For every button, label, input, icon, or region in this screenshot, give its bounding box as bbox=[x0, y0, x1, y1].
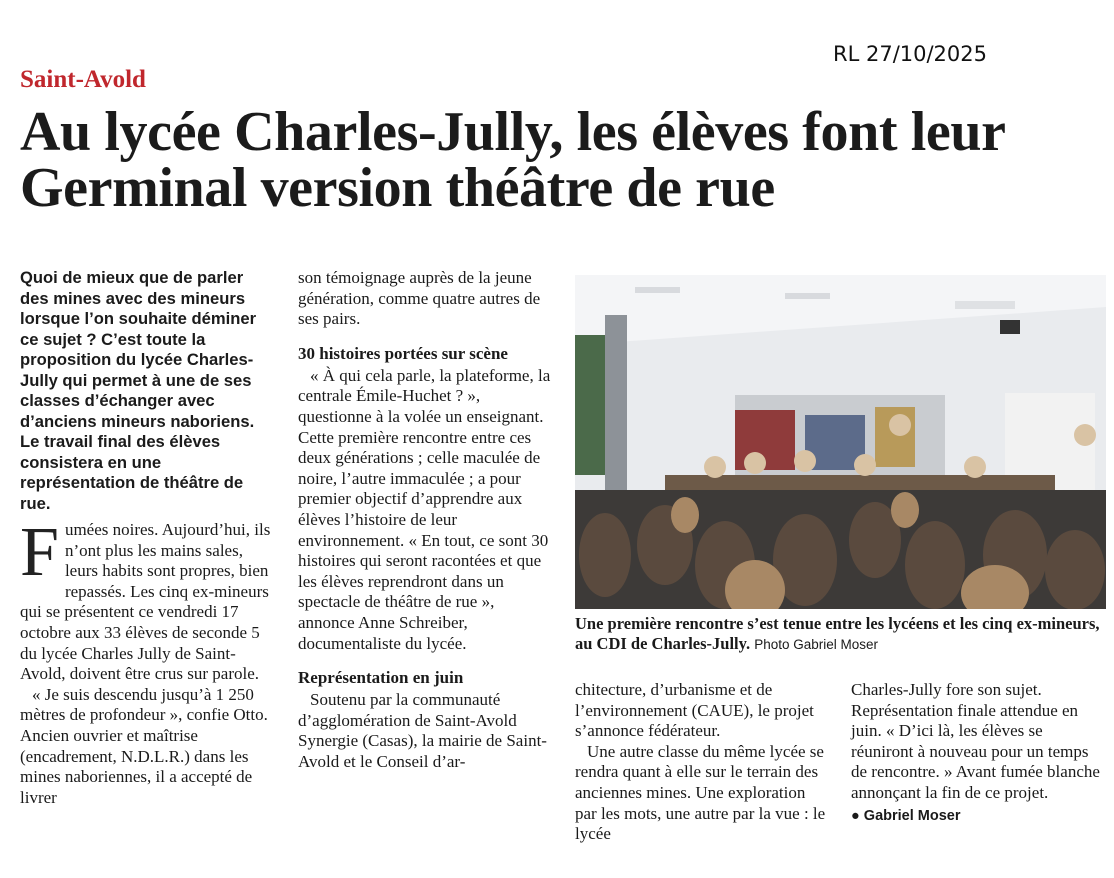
paragraph-6: chitecture, d’urbanisme et de l’environnement (CAUE), le projet s’annonce fédérateur. bbox=[575, 680, 814, 741]
article-column-4 bbox=[851, 680, 1108, 826]
article-lead: Quoi de mieux que de parler des mines avec des mineurs lorsque l’on souhaite déminer ce sujet ? C’est toute la proposition du lycée Charles-Jully qui permet à une de ses classes d’échanger avec d’anciens mineurs naboriens. Le travail final des élèves consistera en une représentation de théâtre de rue. bbox=[20, 268, 257, 513]
paragraph-3: son témoignage auprès de la jeune génération, comme quatre autres de ses pairs. bbox=[298, 268, 541, 329]
article-column-2 bbox=[298, 268, 552, 772]
paragraph-5: Soutenu par la communauté d’agglomération de Saint-Avold Synergie (Casas), la mairie de Saint-Avold et le Conseil d’ar- bbox=[298, 690, 547, 771]
paragraph-2: « Je suis descendu jusqu’à 1 250 mètres de profondeur », confie Otto. Ancien ouvrier et maîtrise (encadrement, N.D.L.R.) dans les mines naboriennes, il a accepté de livrer bbox=[20, 684, 268, 807]
article-column-1 bbox=[20, 514, 272, 808]
paragraph-1: umées noires. Aujourd’hui, ils n’ont plus les mains sales, leurs habits sont propres, bien repassés. Les cinq ex-mineurs qui se présentent ce vendredi 17 octobre aux 33 élèves de seconde 5 du lycée Charles Jully de Saint-Avold, doivent être crus sur parole. bbox=[20, 520, 271, 684]
article-column-3 bbox=[575, 680, 829, 845]
intro-paragraph bbox=[20, 514, 272, 685]
article-headline: Au lycée Charles-Jully, les élèves font leur Germinal version théâtre de rue bbox=[20, 101, 1005, 219]
author-signature: ● Gabriel Moser bbox=[851, 807, 961, 824]
photo-credit: Photo Gabriel Moser bbox=[754, 637, 879, 652]
photo-caption bbox=[575, 614, 1106, 655]
author-name: Gabriel Moser bbox=[863, 807, 961, 824]
article-photo bbox=[575, 275, 1106, 609]
subheading-30-histoires: 30 histoires portées sur scène bbox=[298, 343, 508, 363]
publication-reference: RL 27/10/2025 bbox=[833, 42, 988, 66]
section-rubric: Saint-Avold bbox=[20, 66, 146, 93]
subheading-representation: Représentation en juin bbox=[298, 668, 464, 688]
paragraph-8: Charles-Jully fore son sujet. Représentation finale attendue en juin. « D’ici là, les élèves se réuniront à nouveau pour un temps de rencontre. » Avant fumée blanche annonçant la fin de ce projet. bbox=[851, 680, 1100, 802]
paragraph-4: « À qui cela parle, la plateforme, la centrale Émile-Huchet ? », questionne à la volée un enseignant. Cette première rencontre entre ces deux générations ; celle maculée de noire, l’autre immaculée ; a pour premier objectif d’apprendre aux élèves l’histoire de leur environnement. « En tout, ce sont 30 histoires qui seront racontées et que les élèves reprendront dans un spectacle de théâtre de rue », annonce Anne Schreiber, documentaliste du lycée. bbox=[298, 365, 551, 653]
paragraph-7: Une autre classe du même lycée se rendra quant à elle sur le terrain des anciennes mines. Une exploration par les mots, une autre par la vue : le lycée bbox=[575, 741, 826, 844]
drop-cap: F bbox=[20, 514, 59, 591]
caption-text: Une première rencontre s’est tenue entre les lycéens et les cinq ex-mineurs, au CDI de Charles-Jully. bbox=[575, 614, 1100, 653]
